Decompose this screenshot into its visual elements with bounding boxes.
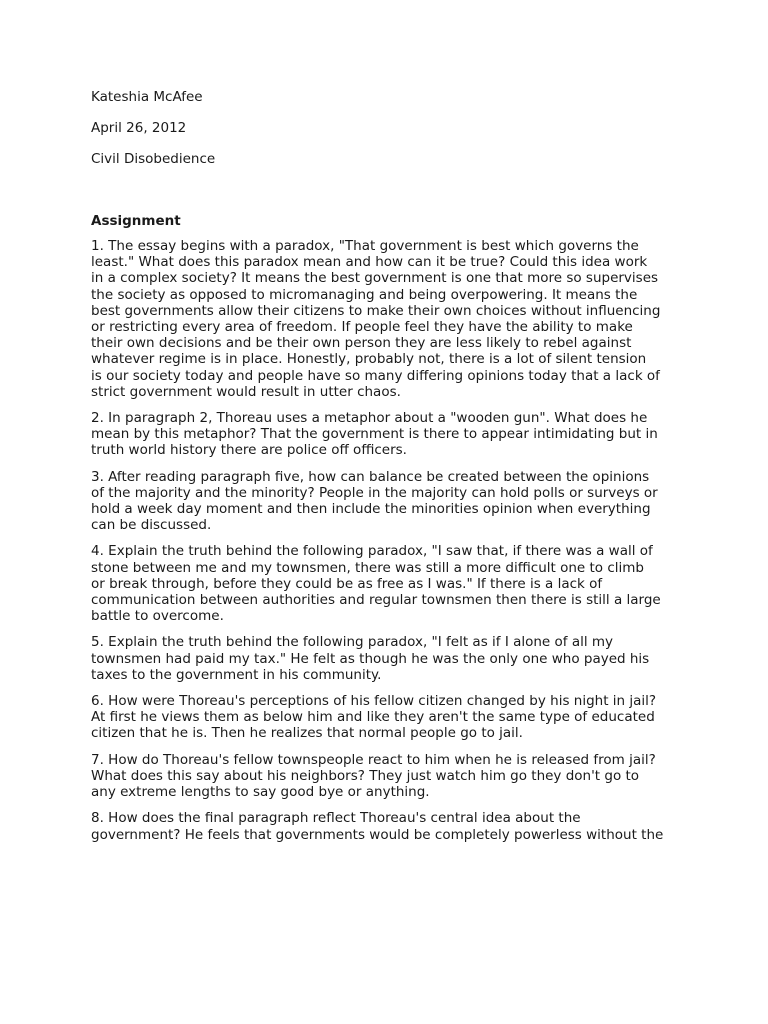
paragraph-line: mean by this metaphor? That the government is there to appear intimidating but in — [91, 426, 658, 443]
question-answer-paragraph — [91, 693, 681, 742]
author-name: Kateshia McAfee — [91, 89, 203, 105]
paragraph-line: least." What does this paradox mean and how can it be true? Could this idea work — [91, 254, 648, 271]
question-answer-paragraph — [91, 810, 681, 842]
question-answer-paragraph — [91, 410, 681, 459]
paragraph-line: is our society today and people have so many differing opinions today that a lack of — [91, 367, 660, 384]
paragraph-line: truth world history there are police off officers. — [91, 442, 407, 459]
paragraph-line: whatever regime is in place. Honestly, probably not, there is a lot of silent tension — [91, 351, 647, 368]
question-answer-paragraph — [91, 752, 681, 801]
paragraph-line: government? He feels that governments would be completely powerless without the — [91, 826, 664, 843]
paragraph-line: or restricting every area of freedom. If people feel they have the ability to make — [91, 319, 633, 336]
paragraph-line: 4. Explain the truth behind the following paradox, "I saw that, if there was a wall of — [91, 543, 653, 560]
paragraph-line: 5. Explain the truth behind the following paradox, "I felt as if I alone of all my — [91, 634, 614, 651]
paragraph-line: 7. How do Thoreau's fellow townspeople react to him when he is released from jail? — [91, 751, 656, 768]
assignment-answers — [91, 238, 681, 843]
document-page — [91, 88, 681, 853]
question-answer-paragraph — [91, 543, 681, 624]
paragraph-line: battle to overcome. — [91, 608, 224, 625]
paragraph-line: or break through, before they could be as free as I was." If there is a lack of — [91, 575, 603, 592]
paragraph-line: strict government would result in utter chaos. — [91, 383, 401, 400]
paragraph-line: communication between authorities and regular townsmen then there is still a large — [91, 592, 661, 609]
paragraph-line: townsmen had paid my tax." He felt as though he was the only one who payed his — [91, 650, 650, 667]
paragraph-line: 2. In paragraph 2, Thoreau uses a metaphor about a "wooden gun". What does he — [91, 410, 648, 427]
paragraph-line: 1. The essay begins with a paradox, "That government is best which governs the — [91, 238, 639, 254]
paragraph-line: any extreme lengths to say good bye or anything. — [91, 784, 430, 801]
question-answer-paragraph — [91, 634, 681, 683]
document-title: Civil Disobedience — [91, 151, 216, 167]
question-answer-paragraph — [91, 238, 681, 400]
paragraph-line: 6. How were Thoreau's perceptions of his fellow citizen changed by his night in jail? — [91, 693, 657, 710]
paragraph-line: in a complex society? It means the best government is one that more so supervises — [91, 270, 659, 287]
paragraph-line: best governments allow their citizens to make their own choices without influencing — [91, 302, 661, 319]
paragraph-line: taxes to the government in his community. — [91, 666, 382, 683]
paragraph-line: What does this say about his neighbors? They just watch him go they don't go to — [91, 767, 640, 784]
paragraph-line: their own decisions and be their own person they are less likely to rebel against — [91, 335, 632, 352]
paragraph-line: 8. How does the final paragraph reflect Thoreau's central idea about the — [91, 810, 581, 827]
document-date: April 26, 2012 — [91, 120, 187, 136]
paragraph-line: hold a week day moment and then include the minorities opinion when everything — [91, 501, 651, 518]
paragraph-line: citizen that he is. Then he realizes that normal people go to jail. — [91, 725, 523, 742]
paragraph-line: of the majority and the minority? People in the majority can hold polls or surveys or — [91, 484, 658, 501]
paragraph-line: the society as opposed to micromanaging and being overpowering. It means the — [91, 286, 638, 303]
paragraph-line: 3. After reading paragraph five, how can balance be created between the opinions — [91, 468, 650, 485]
paragraph-line: stone between me and my townsmen, there was still a more difficult one to climb — [91, 559, 644, 576]
paragraph-line: At first he views them as below him and like they aren't the same type of educated — [91, 709, 655, 726]
paragraph-line: can be discussed. — [91, 517, 212, 534]
section-heading: Assignment — [91, 213, 181, 229]
question-answer-paragraph — [91, 469, 681, 534]
